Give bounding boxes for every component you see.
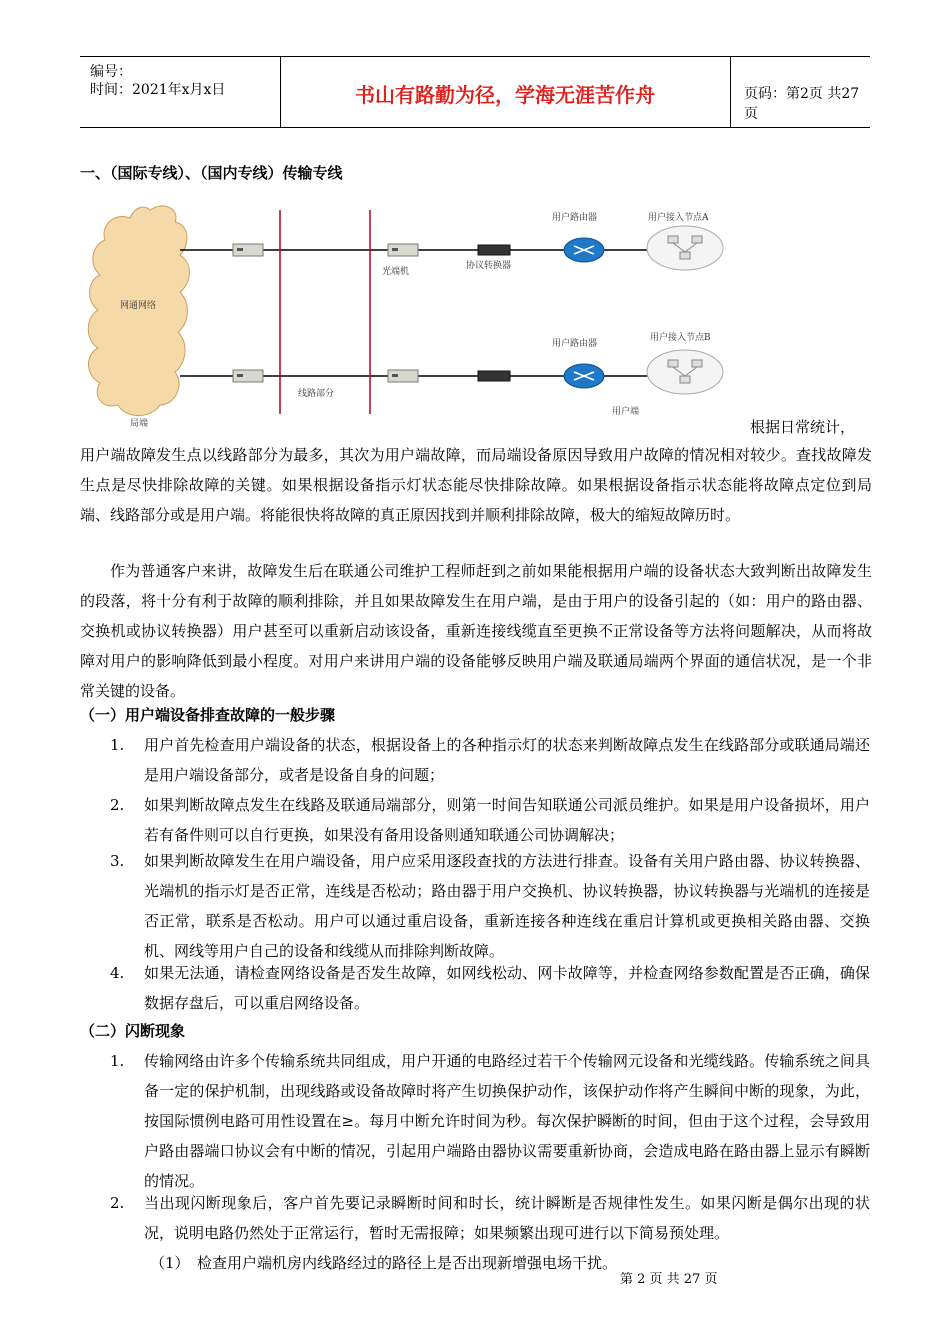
flash-item xyxy=(110,1046,870,1196)
step-item xyxy=(110,958,870,1018)
flash-text: 当出现闪断现象后，客户首先要记录瞬断时间和时长，统计瞬断是否规律性发生。如果闪断是偶尔出现的状况，说明电路仍然处于正常运行，暂时无需报障；如果频繁出现可进行以下简易预处理。 xyxy=(144,1194,870,1242)
optical-terminal-lower xyxy=(388,370,418,382)
co-device-lower xyxy=(233,370,263,382)
step-item xyxy=(110,790,870,850)
document-header xyxy=(80,56,870,128)
step-number: 1. xyxy=(110,736,125,754)
access-node-a xyxy=(647,226,723,270)
flash-text: 传输网络由许多个传输系统共同组成，用户开通的电路经过若干个传输网元设备和光缆线路。传输系统之间具备一定的保护机制，出现线路或设备故障时将产生切换保护动作，该保护动作将产生瞬间中断的现象，为此，按国际惯例电路可用性设置在≥。每月中断允许时间为秒。每次保护瞬断的时间，但由于这个过程，会导致用户路由器端口协议会有中断的情况，引起用户端路由器协议需要重新协商，会造成电路在路由器上显示有瞬断的情况。 xyxy=(144,1052,870,1190)
cloud-label: 网通网络 xyxy=(120,301,157,311)
section-title: 一、（国际专线）、（国内专线）传输专线 xyxy=(80,164,343,182)
co-device-upper xyxy=(233,244,263,256)
line-section-label: 线路部分 xyxy=(298,389,335,399)
access-node-a-label: 用户接入节点A xyxy=(648,213,709,223)
flash-number: 1. xyxy=(110,1052,125,1070)
user-router-b-label: 用户路由器 xyxy=(552,339,598,349)
step-item xyxy=(110,846,870,966)
header-left-cell xyxy=(80,57,281,127)
intro-tail: 根据日常统计， xyxy=(750,418,856,436)
page-footer: 第 2 页 共 27 页 xyxy=(620,1272,718,1287)
sub-item-1: （1） 检查用户端机房内线路经过的路径上是否出现新增强电场干扰。 xyxy=(150,1254,618,1272)
step-number: 2. xyxy=(110,796,125,814)
user-side-label: 用户端 xyxy=(612,407,640,417)
router-upper xyxy=(564,238,604,262)
router-lower xyxy=(564,364,604,388)
step-number: 4. xyxy=(110,964,125,982)
paragraph-2: 作为普通客户来讲，故障发生后在联通公司维护工程师赶到之前如果能根据用户端的设备状态大致判断出故障发生的段落，将十分有利于故障的顺利排除，并且如果故障发生在用户端，是由于用户的设备引起的（如：用户的路由器、交换机或协议转换器）用户甚至可以重新启动该设备，重新连接线缆直至更换不正常设备等方法将问题解决，从而将故障对用户的影响降低到最小程度。对用户来讲用户端的设备能够反映用户端及联通局端两个界面的通信状况，是一个非常关键的设备。 xyxy=(80,562,872,700)
step-text: 如果判断故障发生在用户端设备，用户应采用逐段查找的方法进行排查。设备有关用户路由器、协议转换器、光端机的指示灯是否正常，连线是否松动；路由器于用户交换机、协议转换器，协议转换器与光端机的连接是否正常，联系是否松动。用户可以通过重启设备，重新连接各种连线在重启计算机或更换相关路由器、交换机、网线等用户自己的设备和线缆从而排除判断故障。 xyxy=(144,852,870,960)
motto: 书山有路勤为径，学海无涯苦作舟 xyxy=(355,83,655,107)
step-text: 如果无法通，请检查网络设备是否发生故障，如网线松动、网卡故障等，并检查网络参数配置是否正确，确保数据存盘后，可以重启网络设备。 xyxy=(144,964,870,1012)
heading-flash: （二）闪断现象 xyxy=(80,1022,186,1040)
page-label: 页码：第2页 共27页 xyxy=(744,86,860,122)
protocol-converter-lower xyxy=(478,371,510,381)
header-middle-cell xyxy=(280,57,731,127)
protocol-converter-upper xyxy=(478,245,510,255)
access-node-b xyxy=(647,350,723,394)
header-right-cell xyxy=(730,57,870,127)
protocol-converter-label: 协议转换器 xyxy=(466,261,512,271)
step-number: 3. xyxy=(110,852,125,870)
date-label: 时间：2021年x月x日 xyxy=(90,82,226,98)
network-diagram xyxy=(80,200,740,440)
user-router-a-label: 用户路由器 xyxy=(552,213,598,223)
central-office-label: 局端 xyxy=(130,419,149,429)
step-text: 用户首先检查用户端设备的状态，根据设备上的各种指示灯的状态来判断故障点发生在线路部分或联通局端还是用户端设备部分，或者是设备自身的问题； xyxy=(144,736,870,784)
access-node-b-label: 用户接入节点B xyxy=(650,333,711,343)
step-text: 如果判断故障点发生在线路及联通局端部分，则第一时间告知联通公司派员维护。如果是用户设备损坏，用户若有备件则可以自行更换，如果没有备用设备则通知联通公司协调解决； xyxy=(144,796,870,844)
paragraph-1: 用户端故障发生点以线路部分为最多，其次为用户端故障，而局端设备原因导致用户故障的情况相对较少。查找故障发生点是尽快排除故障的关键。如果根据设备指示灯状态能尽快排除故障。如果根据设备指示状态能将故障点定位到局端、线路部分或是用户端。将能很快将故障的真正原因找到并顺利排除故障，极大的缩短故障历时。 xyxy=(80,446,872,524)
number-label: 编号： xyxy=(90,64,132,80)
flash-item xyxy=(110,1188,870,1248)
optical-terminal-upper xyxy=(388,244,418,256)
flash-number: 2. xyxy=(110,1194,125,1212)
optical-terminal-label: 光端机 xyxy=(382,267,410,277)
heading-steps: （一）用户端设备排查故障的一般步骤 xyxy=(80,706,336,724)
step-item xyxy=(110,730,870,790)
